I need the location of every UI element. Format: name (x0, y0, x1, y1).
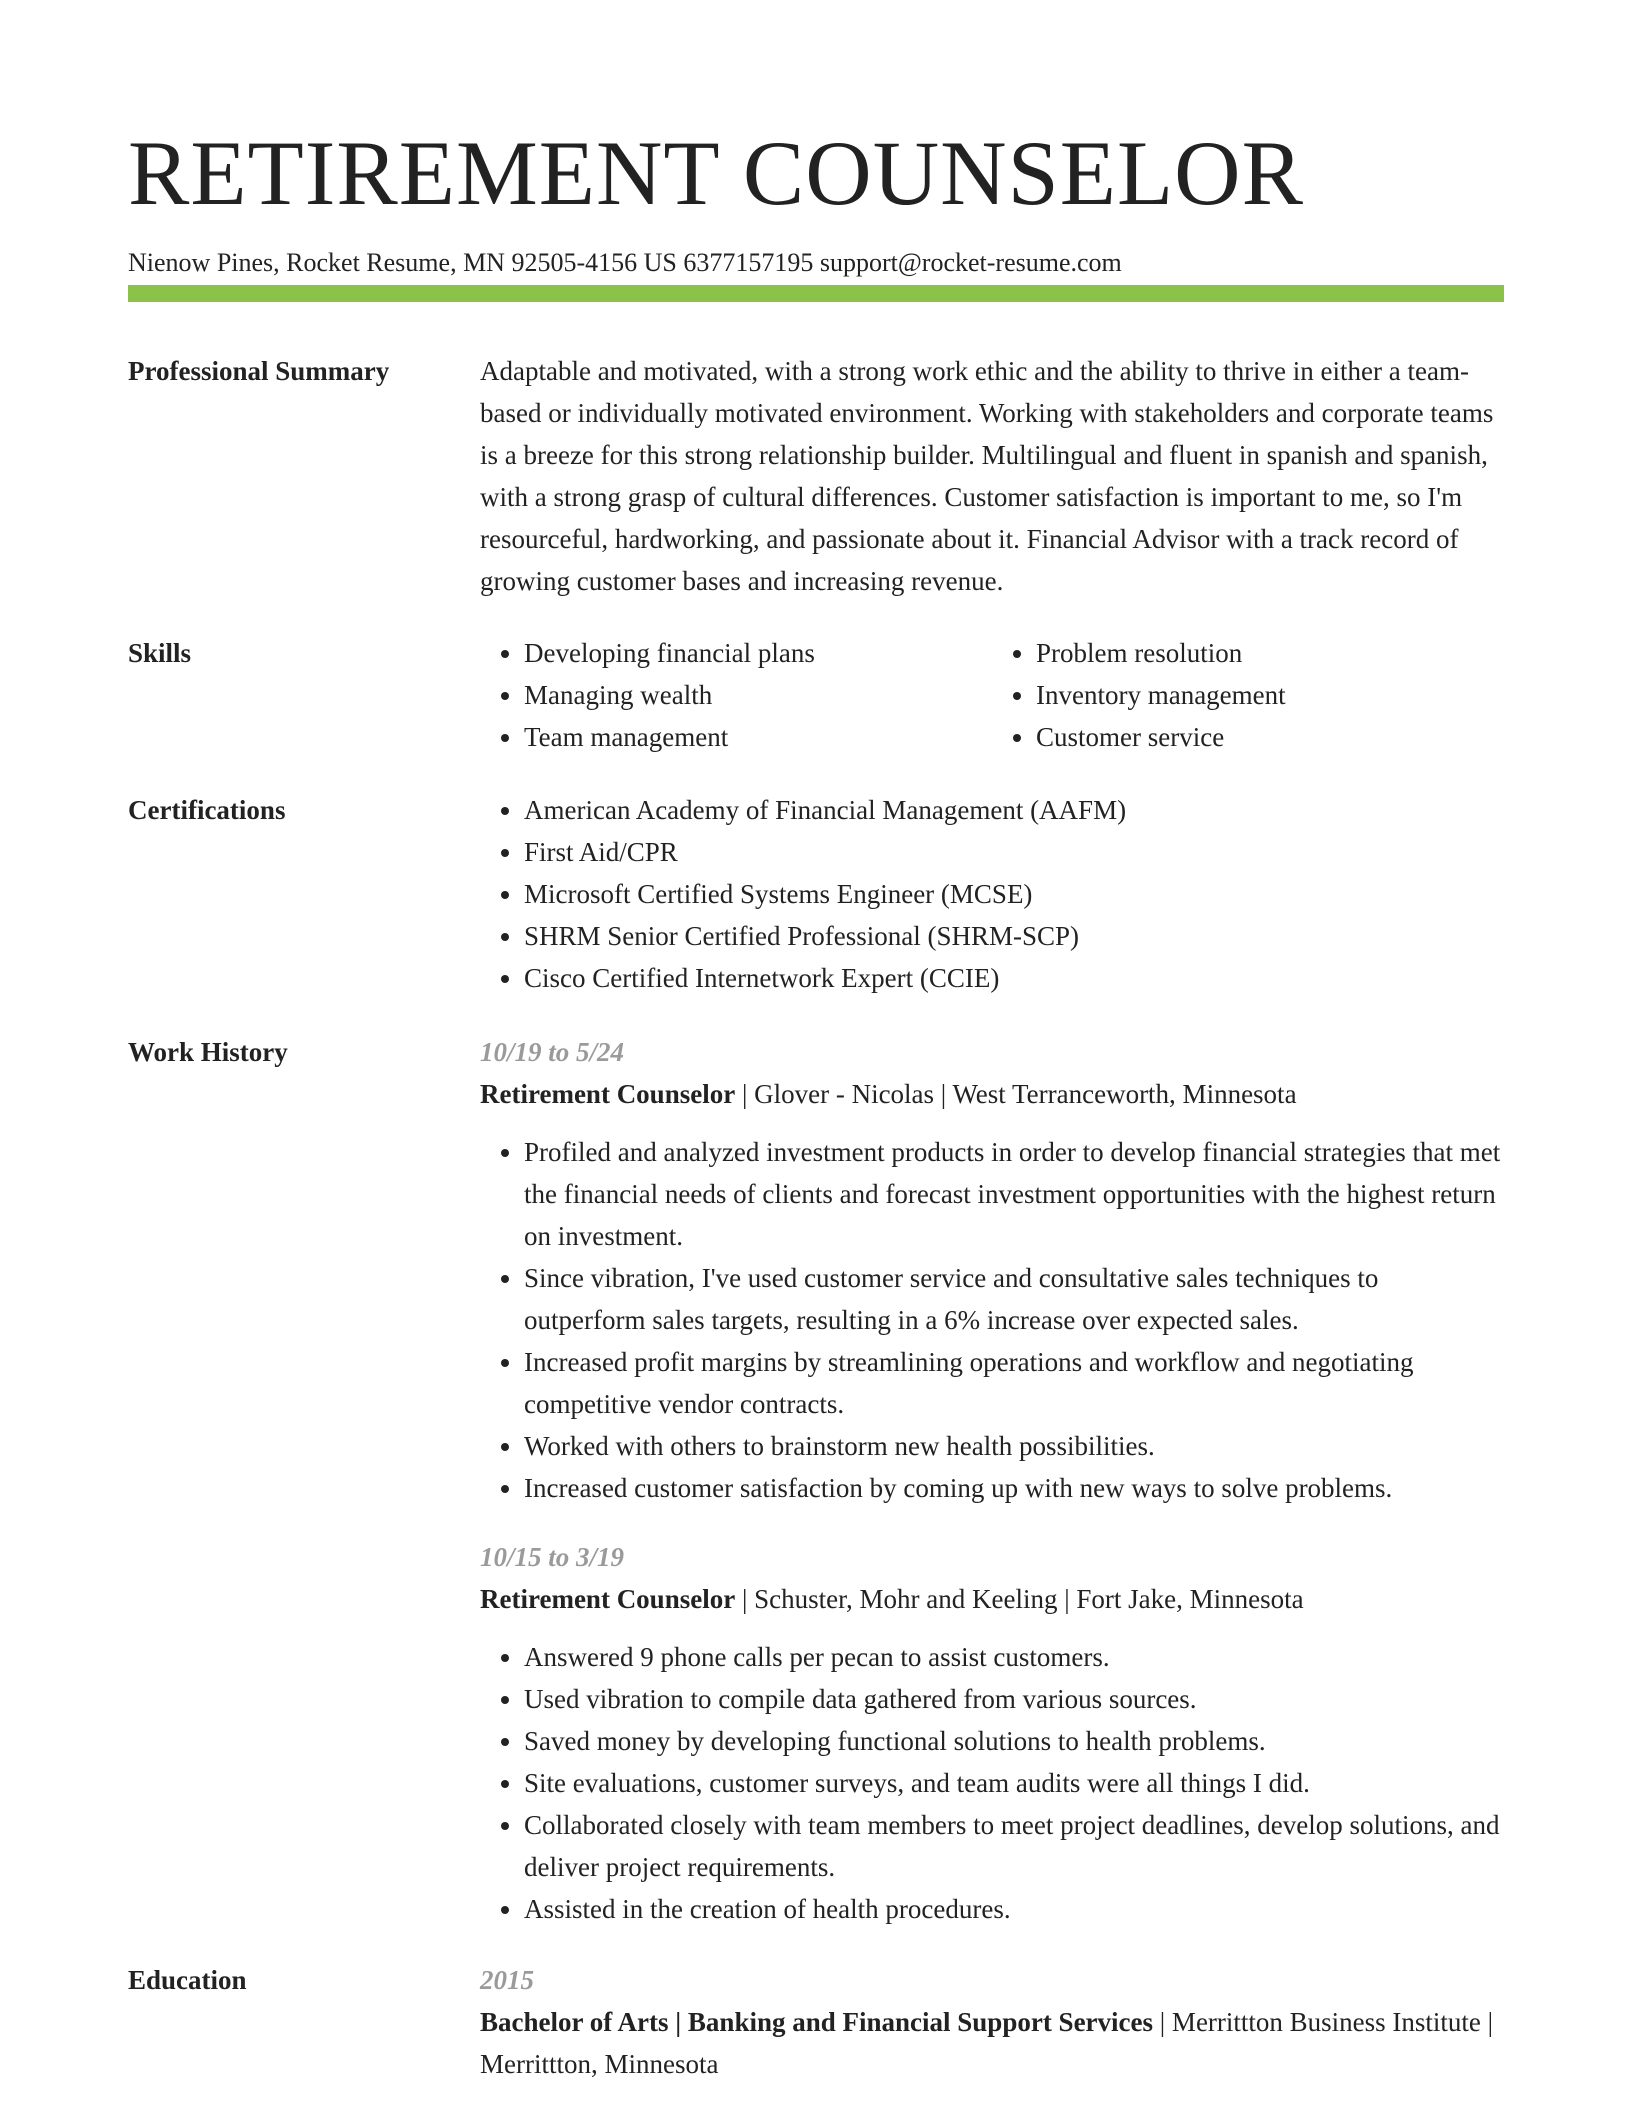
accent-divider (128, 285, 1504, 302)
list-item: • Collaborated closely with team members to meet project deadlines, develop solutions, and deliver project requirements. (524, 1804, 1504, 1888)
work-heading: Work History (128, 1037, 288, 1067)
list-item: • Increased customer satisfaction by coming up with new ways to solve problems. (524, 1467, 1504, 1509)
list-item: • Developing financial plans (524, 632, 992, 674)
job-entry (480, 1031, 1504, 1509)
resume-header (128, 118, 1504, 280)
list-item: • Problem resolution (1036, 632, 1504, 674)
list-item: • Site evaluations, customer surveys, and team audits were all things I did. (524, 1762, 1504, 1804)
skills-heading: Skills (128, 638, 192, 668)
summary-text: Adaptable and motivated, with a strong work ethic and the ability to thrive in either a team-based or individually motivated environment. Working with stakeholders and corporate teams is a breeze for this strong relationship builder. Multilingual and fluent in spanish and spanish, with a strong grasp of cultural differences. Customer satisfaction is important to me, so I'm resourceful, hardworking, and passionate about it. Financial Advisor with a track record of growing customer bases and increasing revenue. (480, 356, 1494, 596)
skills-list-right (992, 632, 1504, 758)
certifications-heading: Certifications (128, 795, 286, 825)
school: | Merrittton Business Institute | Merrittton, Minnesota (480, 2007, 1494, 2079)
list-item: • Customer service (1036, 716, 1504, 758)
list-item: • Inventory management (1036, 674, 1504, 716)
list-item: • Microsoft Certified Systems Engineer (MCSE) (524, 873, 1504, 915)
list-item: • Worked with others to brainstorm new health possibilities. (524, 1425, 1504, 1467)
list-item: • American Academy of Financial Management (AAFM) (524, 789, 1504, 831)
list-item: • Saved money by developing functional solutions to health problems. (524, 1720, 1504, 1762)
list-item: • Cisco Certified Internetwork Expert (CCIE) (524, 957, 1504, 999)
job-bullets (480, 1636, 1504, 1930)
skills-list-left (480, 632, 992, 758)
list-item: • Managing wealth (524, 674, 992, 716)
certifications-list (480, 789, 1504, 999)
education-heading: Education (128, 1965, 247, 1995)
job-title-line (480, 1578, 1504, 1620)
job-details: | Glover - Nicolas | West Terranceworth, Minnesota (735, 1079, 1297, 1109)
page-title: RETIREMENT COUNSELOR (128, 122, 1304, 224)
list-item: • Assisted in the creation of health procedures. (524, 1888, 1504, 1930)
job-dates: 10/15 to 3/19 (480, 1542, 625, 1572)
job-title-line (480, 1073, 1504, 1115)
list-item: • First Aid/CPR (524, 831, 1504, 873)
job-entry (480, 1536, 1504, 1930)
job-title: Retirement Counselor (480, 1584, 736, 1614)
job-details: | Schuster, Mohr and Keeling | Fort Jake, Minnesota (735, 1584, 1304, 1614)
list-item: • Team management (524, 716, 992, 758)
list-item: • Answered 9 phone calls per pecan to assist customers. (524, 1636, 1504, 1678)
job-bullets (480, 1131, 1504, 1509)
contact-line: Nienow Pines, Rocket Resume, MN 92505-4156 US 6377157195 support@rocket-resume.com (128, 248, 1122, 277)
list-item: • Since vibration, I've used customer service and consultative sales techniques to outperform sales targets, resulting in a 6% increase over expected sales. (524, 1257, 1504, 1341)
list-item: • Increased profit margins by streamlining operations and workflow and negotiating competitive vendor contracts. (524, 1341, 1504, 1425)
education-year: 2015 (480, 1965, 534, 1995)
job-dates: 10/19 to 5/24 (480, 1037, 625, 1067)
job-title: Retirement Counselor (480, 1079, 736, 1109)
degree: Bachelor of Arts | Banking and Financial Support Services (480, 2007, 1154, 2037)
summary-heading: Professional Summary (128, 356, 390, 386)
education-line (480, 2001, 1504, 2085)
list-item: • SHRM Senior Certified Professional (SHRM-SCP) (524, 915, 1504, 957)
list-item: • Profiled and analyzed investment products in order to develop financial strategies that met the financial needs of clients and forecast investment opportunities with the highest return on investment. (524, 1131, 1504, 1257)
list-item: • Used vibration to compile data gathered from various sources. (524, 1678, 1504, 1720)
